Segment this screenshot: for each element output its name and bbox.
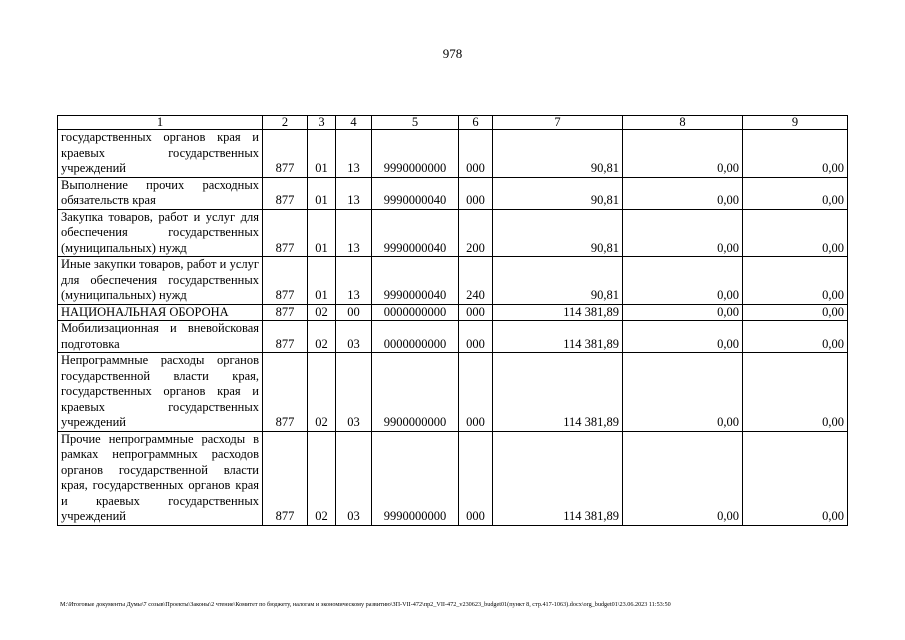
table-row	[58, 209, 848, 257]
table-header-row	[58, 116, 848, 130]
table-row	[58, 431, 848, 525]
row-col5-cell: 9990000000	[372, 431, 459, 525]
row-col2-cell: 877	[263, 353, 308, 432]
row-col3-cell: 02	[308, 353, 336, 432]
header-col-8: 8	[623, 116, 743, 130]
row-col4-cell: 13	[336, 209, 372, 257]
row-col9-cell: 0,00	[743, 209, 848, 257]
header-col-5: 5	[372, 116, 459, 130]
row-col9-cell: 0,00	[743, 353, 848, 432]
page-number: 978	[442, 46, 463, 61]
row-col6-cell: 200	[459, 209, 493, 257]
row-col6-cell: 000	[459, 321, 493, 353]
row-col3-cell: 01	[308, 177, 336, 209]
row-col9-cell: 0,00	[743, 431, 848, 525]
row-col4-cell: 13	[336, 177, 372, 209]
row-col5-cell: 9990000000	[372, 130, 459, 178]
header-col-2: 2	[263, 116, 308, 130]
row-col6-cell: 000	[459, 177, 493, 209]
row-col4-cell: 03	[336, 321, 372, 353]
row-col3-cell: 02	[308, 304, 336, 321]
row-col7-cell: 90,81	[493, 209, 623, 257]
row-col6-cell: 000	[459, 431, 493, 525]
row-col4-cell: 03	[336, 353, 372, 432]
row-col8-cell: 0,00	[623, 321, 743, 353]
row-col5-cell: 0000000000	[372, 321, 459, 353]
row-col6-cell: 000	[459, 353, 493, 432]
document-file-path: M:\Итоговые документы Думы\7 созыв\Проекты\Законы\2 чтение\Комитет по бюджету, налогам и экономическому развитию\ЗП-VII-472\пр2_VII-472_v230623_budget01(пункт 8, стр.417-1063).docx\org_budget01\23.06.2023 11:53:50	[60, 601, 671, 608]
row-col7-cell: 90,81	[493, 130, 623, 178]
row-col7-cell: 114 381,89	[493, 431, 623, 525]
row-col7-cell: 114 381,89	[493, 304, 623, 321]
row-col9-cell: 0,00	[743, 177, 848, 209]
row-col4-cell: 03	[336, 431, 372, 525]
row-col8-cell: 0,00	[623, 431, 743, 525]
row-col5-cell: 9990000040	[372, 209, 459, 257]
table-row	[58, 177, 848, 209]
row-col6-cell: 240	[459, 257, 493, 305]
budget-table	[57, 115, 848, 526]
row-name-cell: Прочие непрограммные расходы в рамках непрограммных расходов органов государственной власти края, государственных органов края и краевых государственных учреждений	[58, 431, 263, 525]
row-col2-cell: 877	[263, 304, 308, 321]
header-col-9: 9	[743, 116, 848, 130]
row-col3-cell: 02	[308, 431, 336, 525]
row-col7-cell: 114 381,89	[493, 321, 623, 353]
row-name-cell: Мобилизационная и вневойсковая подготовка	[58, 321, 263, 353]
row-name-cell: Непрограммные расходы органов государственной власти края, государственных органов края и краевых государственных учреждений	[58, 353, 263, 432]
header-col-6: 6	[459, 116, 493, 130]
header-col-3: 3	[308, 116, 336, 130]
table-row	[58, 321, 848, 353]
row-col2-cell: 877	[263, 257, 308, 305]
row-col7-cell: 90,81	[493, 177, 623, 209]
row-col2-cell: 877	[263, 209, 308, 257]
row-col8-cell: 0,00	[623, 304, 743, 321]
table-row	[58, 257, 848, 305]
row-col3-cell: 02	[308, 321, 336, 353]
row-name-cell: НАЦИОНАЛЬНАЯ ОБОРОНА	[58, 304, 263, 321]
row-col8-cell: 0,00	[623, 209, 743, 257]
row-name-cell: Иные закупки товаров, работ и услуг для обеспечения государственных (муниципальных) нужд	[58, 257, 263, 305]
row-col3-cell: 01	[308, 209, 336, 257]
header-col-7: 7	[493, 116, 623, 130]
row-col6-cell: 000	[459, 130, 493, 178]
row-name-cell: государственных органов края и краевых государственных учреждений	[58, 130, 263, 178]
row-col2-cell: 877	[263, 130, 308, 178]
row-col8-cell: 0,00	[623, 177, 743, 209]
row-col7-cell: 114 381,89	[493, 353, 623, 432]
row-col5-cell: 9990000040	[372, 257, 459, 305]
row-col2-cell: 877	[263, 177, 308, 209]
row-col3-cell: 01	[308, 257, 336, 305]
table-row	[58, 130, 848, 178]
row-col8-cell: 0,00	[623, 130, 743, 178]
table-row	[58, 353, 848, 432]
row-col7-cell: 90,81	[493, 257, 623, 305]
row-col8-cell: 0,00	[623, 353, 743, 432]
row-col5-cell: 9900000000	[372, 353, 459, 432]
row-col3-cell: 01	[308, 130, 336, 178]
row-col6-cell: 000	[459, 304, 493, 321]
row-col4-cell: 00	[336, 304, 372, 321]
row-col9-cell: 0,00	[743, 304, 848, 321]
row-col4-cell: 13	[336, 257, 372, 305]
row-col2-cell: 877	[263, 321, 308, 353]
row-col2-cell: 877	[263, 431, 308, 525]
row-col9-cell: 0,00	[743, 130, 848, 178]
header-col-1: 1	[58, 116, 263, 130]
row-name-cell: Закупка товаров, работ и услуг для обеспечения государственных (муниципальных) нужд	[58, 209, 263, 257]
table-body	[58, 130, 848, 526]
header-col-4: 4	[336, 116, 372, 130]
row-col9-cell: 0,00	[743, 321, 848, 353]
table-row	[58, 304, 848, 321]
row-name-cell: Выполнение прочих расходных обязательств края	[58, 177, 263, 209]
row-col5-cell: 0000000000	[372, 304, 459, 321]
row-col5-cell: 9990000040	[372, 177, 459, 209]
row-col9-cell: 0,00	[743, 257, 848, 305]
row-col8-cell: 0,00	[623, 257, 743, 305]
row-col4-cell: 13	[336, 130, 372, 178]
